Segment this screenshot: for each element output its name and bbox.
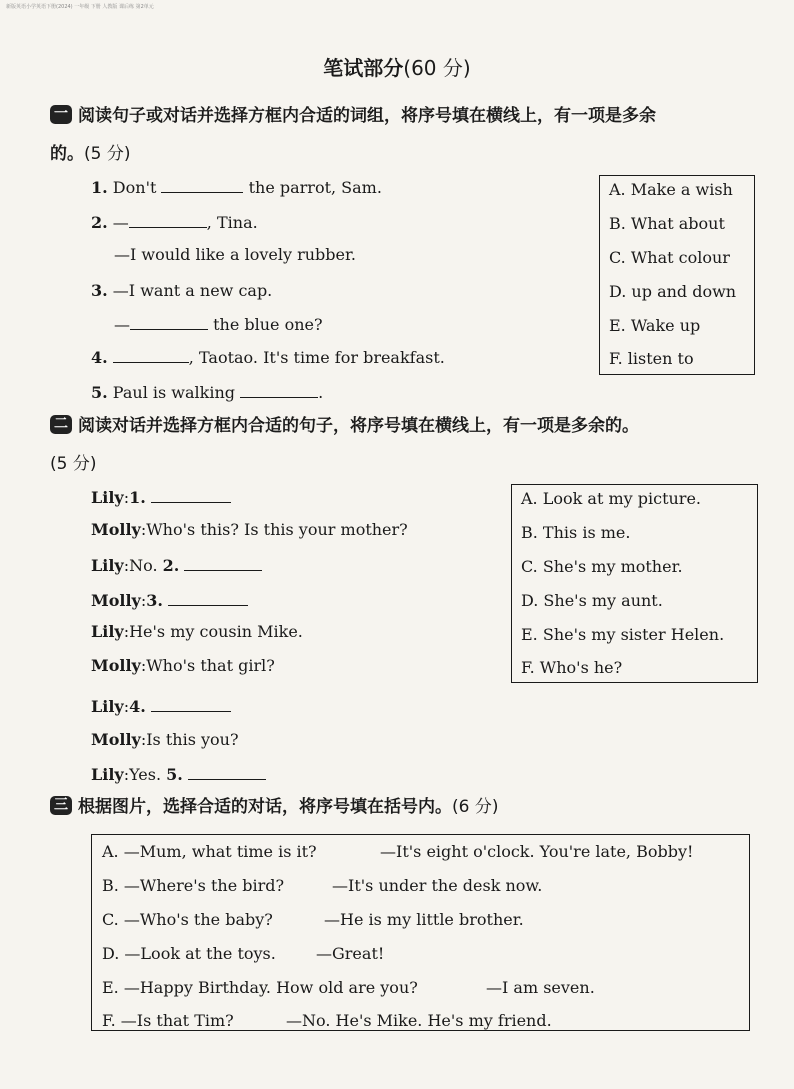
s2-option-b: B. This is me. (521, 523, 631, 542)
s3-option-b-answer: —It's under the desk now. (332, 876, 543, 895)
s1-q5-number: 5. (91, 383, 108, 402)
s3-option-a-answer: —It's eight o'clock. You're late, Bobby! (380, 842, 694, 861)
s2-option-e: E. She's my sister Helen. (521, 625, 725, 644)
s3-option-c-question: C. —Who's the baby? (102, 910, 273, 929)
s1-option-d: D. up and down (609, 282, 737, 301)
s2-d4-speaker: Molly (91, 591, 141, 610)
s2-dialogue-7 (91, 696, 231, 717)
s2-d9-number: 5. (166, 765, 183, 784)
s2-d5-text: He's my cousin Mike. (129, 622, 303, 641)
s3-option-f (102, 1011, 552, 1030)
s2-d9-speaker: Lily (91, 765, 124, 784)
s1-q1-text-a: Don't (112, 178, 157, 197)
s1-q4-number: 4. (91, 348, 108, 367)
s1-option-a: A. Make a wish (609, 180, 733, 199)
s1-q2-reply: —I would like a lovely rubber. (114, 245, 356, 264)
s2-dialogue-2 (91, 520, 408, 540)
s1-question-4 (91, 347, 445, 368)
s1-q5-text-a: Paul is walking (112, 383, 236, 402)
s2-d4-blank[interactable] (168, 590, 248, 606)
s2-d7-blank[interactable] (151, 696, 231, 712)
s1-q3-reply-b: the blue one? (213, 315, 323, 334)
s2-dialogue-3 (91, 555, 262, 576)
s1-option-b: B. What about (609, 214, 725, 233)
s1-q3-reply-a: — (114, 315, 130, 334)
s1-q3-text: —I want a new cap. (112, 281, 273, 300)
s2-dialogue-6 (91, 656, 275, 676)
s1-q2-blank[interactable] (129, 212, 207, 228)
s1-q4-text-b: , Taotao. It's time for breakfast. (188, 348, 445, 367)
s2-option-a: A. Look at my picture. (521, 489, 702, 508)
s1-option-f: F. listen to (609, 349, 694, 368)
section3-instruction-text: 根据图片，选择合适的对话，将序号填在括号内。 (78, 797, 452, 817)
s1-q5-blank[interactable] (240, 382, 318, 398)
s2-dialogue-4 (91, 590, 248, 611)
s2-d6-speaker: Molly (91, 656, 141, 675)
s2-d3-blank[interactable] (184, 555, 262, 571)
s3-option-f-question: F. —Is that Tim? (102, 1011, 234, 1030)
section2-badge: 二 (50, 415, 72, 434)
title-text: 笔试部分 (323, 56, 404, 80)
s2-d9-text: Yes. (129, 765, 162, 784)
s2-dialogue-9 (91, 764, 266, 785)
s1-options-box (599, 175, 755, 375)
s1-q3-reply (114, 314, 323, 335)
s1-question-5 (91, 382, 323, 403)
s2-option-f: F. Who's he? (521, 658, 623, 677)
s2-d2-speaker: Molly (91, 520, 141, 539)
s2-d8-colon: : (140, 730, 147, 749)
s1-q2-text-b: , Tina. (206, 213, 258, 232)
page-title (0, 52, 794, 81)
section3-instruction (50, 788, 760, 826)
s1-q1-number: 1. (91, 178, 108, 197)
s3-option-c (102, 910, 524, 929)
s2-d5-colon: : (123, 622, 130, 641)
s2-d8-text: Is this you? (146, 730, 239, 749)
s3-option-e-question: E. —Happy Birthday. How old are you? (102, 978, 418, 997)
s2-d9-blank[interactable] (188, 764, 266, 780)
section2-instruction-text: 阅读对话并选择方框内合适的句子，将序号填在横线上，有一项是多余的。 (78, 416, 639, 436)
s3-option-d-question: D. —Look at the toys. (102, 944, 276, 963)
s1-q4-blank[interactable] (113, 347, 189, 363)
s1-q1-text-b: the parrot, Sam. (248, 178, 382, 197)
section2-instruction (50, 407, 760, 483)
s2-d7-number: 4. (129, 697, 146, 716)
s2-options-box (511, 484, 758, 683)
s3-option-a-question: A. —Mum, what time is it? (102, 842, 317, 861)
s3-option-c-answer: —He is my little brother. (324, 910, 524, 929)
s3-option-e (102, 978, 595, 997)
section1-badge: 一 (50, 105, 72, 124)
s2-d1-colon: : (123, 488, 130, 507)
s2-d8-speaker: Molly (91, 730, 141, 749)
s2-dialogue-5 (91, 622, 303, 642)
page-header-note: 新版英语小学英语下册(2024) 一年级 下册 人教版 课后练 第2单元 (6, 4, 154, 10)
s2-d4-number: 3. (146, 591, 163, 610)
s2-d7-speaker: Lily (91, 697, 124, 716)
section2-score: (5 分) (50, 454, 97, 474)
s3-option-e-answer: —I am seven. (486, 978, 595, 997)
section1-score: (5 分) (84, 144, 131, 164)
s3-option-d (102, 944, 385, 963)
s2-d2-text: Who's this? Is this your mother? (146, 520, 408, 539)
s2-dialogue-8 (91, 730, 239, 750)
s1-question-2 (91, 212, 258, 233)
s2-d3-text: No. (129, 556, 158, 575)
s3-option-f-answer: —No. He's Mike. He's my friend. (286, 1011, 552, 1030)
section3-badge: 三 (50, 796, 72, 815)
s2-d3-colon: : (123, 556, 130, 575)
s2-d1-blank[interactable] (151, 487, 231, 503)
s2-d9-colon: : (123, 765, 130, 784)
s2-option-c: C. She's my mother. (521, 557, 683, 576)
s2-d5-speaker: Lily (91, 622, 124, 641)
s2-d6-colon: : (140, 656, 147, 675)
s2-option-d: D. She's my aunt. (521, 591, 663, 610)
s3-option-b-question: B. —Where's the bird? (102, 876, 285, 895)
s2-d1-speaker: Lily (91, 488, 124, 507)
s2-d1-number: 1. (129, 488, 146, 507)
s2-d2-colon: : (140, 520, 147, 539)
section1-instruction-line2: 的。 (50, 144, 84, 164)
s1-q2-number: 2. (91, 213, 108, 232)
s2-d6-text: Who's that girl? (146, 656, 275, 675)
s3-option-b (102, 876, 543, 895)
s1-option-e: E. Wake up (609, 316, 701, 335)
s3-options-box (91, 834, 750, 1031)
s2-d3-number: 2. (162, 556, 180, 575)
s1-q3-number: 3. (91, 281, 108, 300)
s2-d3-speaker: Lily (91, 556, 124, 575)
s2-d7-colon: : (123, 697, 130, 716)
s1-q3-blank[interactable] (130, 314, 208, 330)
s1-q2-text-a: — (112, 213, 129, 232)
s3-option-d-answer: —Great! (316, 944, 385, 963)
s2-dialogue-1 (91, 487, 231, 508)
s1-q5-text-b: . (318, 383, 324, 402)
s3-option-a (102, 842, 694, 861)
s1-question-1 (91, 177, 382, 198)
s1-q1-blank[interactable] (161, 177, 243, 193)
section3-score: (6 分) (452, 797, 499, 817)
section1-instruction-line1: 阅读句子或对话并选择方框内合适的词组，将序号填在横线上，有一项是多余 (78, 106, 656, 126)
title-points: (60 分) (403, 56, 471, 80)
s1-option-c: C. What colour (609, 248, 730, 267)
s1-question-3 (91, 281, 272, 301)
section1-instruction (50, 97, 760, 173)
s2-d4-colon: : (140, 591, 147, 610)
